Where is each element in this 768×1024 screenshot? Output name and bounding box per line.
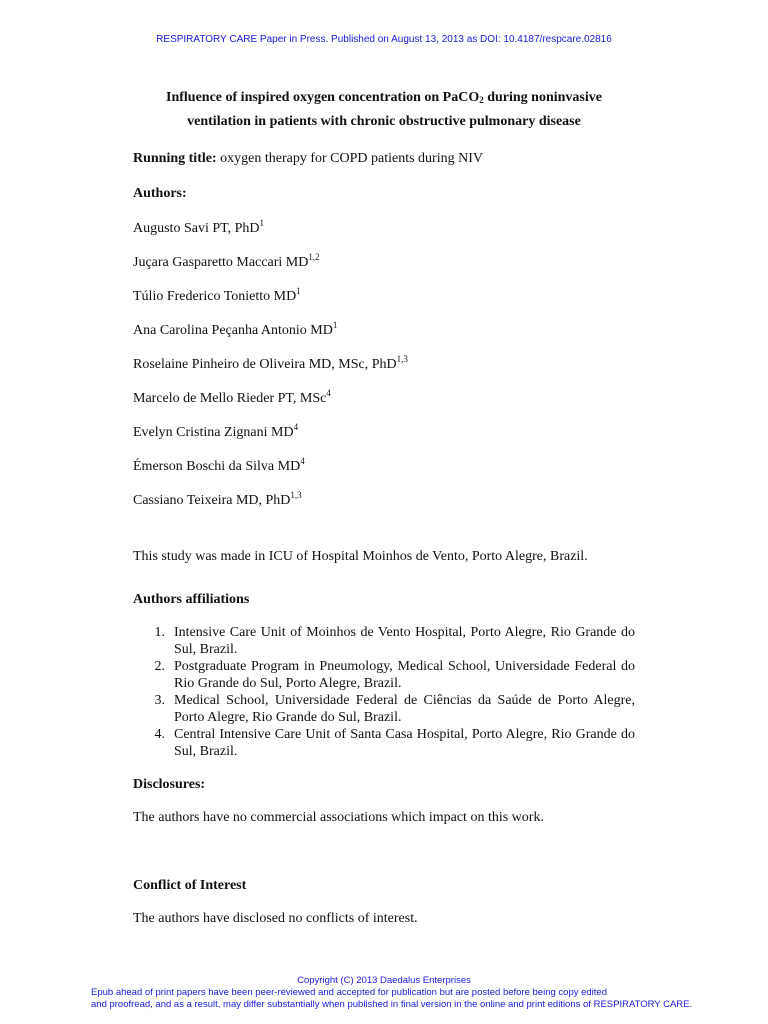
disclosures-text: The authors have no commercial associations which impact on this work. xyxy=(133,810,544,825)
publication-header-note: RESPIRATORY CARE Paper in Press. Published on August 13, 2013 as DOI: 10.4187/respcare.02816 xyxy=(156,34,612,45)
author-affiliation-mark: 1 xyxy=(259,218,265,228)
author-affiliation-mark: 1 xyxy=(296,286,301,296)
author-affiliation-mark: 4 xyxy=(300,456,305,466)
affiliations-heading: Authors affiliations xyxy=(133,592,250,607)
footer-notice-line: Epub ahead of print papers have been peer-reviewed and accepted for publication but are posted before being copy edited xyxy=(91,987,608,998)
paper-title xyxy=(120,86,648,134)
running-title xyxy=(133,151,635,167)
title-line-1 xyxy=(120,86,648,110)
study-location: This study was made in ICU of Hospital Moinhos de Vento, Porto Alegre, Brazil. xyxy=(133,549,588,564)
page-footer xyxy=(0,975,768,1011)
affiliation-item xyxy=(133,624,635,658)
title-text: during noninvasive xyxy=(483,90,602,105)
affiliation-item xyxy=(133,726,635,760)
affiliation-item xyxy=(133,692,635,726)
title-line-2: ventilation in patients with chronic obstructive pulmonary disease xyxy=(187,114,581,129)
affiliation-text: Medical School, Universidade Federal de Ciências da Saúde de Porto Alegre, Porto Alegre, Rio Grande do Sul, Brazil. xyxy=(174,693,635,725)
author-list xyxy=(133,219,635,525)
affiliation-text: Postgraduate Program in Pneumology, Medical School, Universidade Federal do Rio Grande do Sul, Porto Alegre, Brazil. xyxy=(174,659,635,691)
author-item xyxy=(133,219,635,253)
affiliation-text: Central Intensive Care Unit of Santa Casa Hospital, Porto Alegre, Rio Grande do Sul, Brazil. xyxy=(174,727,635,759)
running-title-text: oxygen therapy for COPD patients during NIV xyxy=(216,151,483,166)
footer-notice-line: and proofread, and as a result, may differ substantially when published in final version in the online and print editions of RESPIRATORY CARE. xyxy=(91,999,693,1010)
affiliation-number: 3. xyxy=(154,693,165,708)
author-name: Roselaine Pinheiro de Oliveira MD, MSc, PhD xyxy=(133,357,397,372)
author-name: Augusto Savi PT, PhD xyxy=(133,221,260,236)
affiliation-list xyxy=(133,624,635,760)
author-name: Émerson Boschi da Silva MD xyxy=(133,459,301,474)
author-name: Evelyn Cristina Zignani MD xyxy=(133,425,294,440)
author-item xyxy=(133,491,635,525)
affiliation-number: 2. xyxy=(154,659,165,674)
author-item xyxy=(133,423,635,457)
author-name: Cassiano Teixeira MD, PhD xyxy=(133,493,291,508)
author-item xyxy=(133,321,635,355)
author-affiliation-mark: 4 xyxy=(293,422,299,432)
disclosures-heading: Disclosures: xyxy=(133,777,206,792)
author-item xyxy=(133,457,635,491)
author-affiliation-mark: 1,2 xyxy=(308,252,320,262)
author-name: Juçara Gasparetto Maccari MD xyxy=(133,255,309,270)
conflict-text: The authors have disclosed no conflicts of interest. xyxy=(133,911,418,926)
author-item xyxy=(133,287,635,321)
author-item xyxy=(133,355,635,389)
author-affiliation-mark: 1,3 xyxy=(396,354,408,364)
title-subscript: 2 xyxy=(479,95,484,105)
affiliation-number: 4. xyxy=(154,727,165,742)
author-name: Ana Carolina Peçanha Antonio MD xyxy=(133,323,333,338)
author-affiliation-mark: 1,3 xyxy=(290,490,302,500)
affiliation-text: Intensive Care Unit of Moinhos de Vento Hospital, Porto Alegre, Rio Grande do Sul, Brazil. xyxy=(174,625,635,657)
affiliation-number: 1. xyxy=(154,625,165,640)
author-item xyxy=(133,389,635,423)
affiliation-item xyxy=(133,658,635,692)
author-item xyxy=(133,253,635,287)
title-text: Influence of inspired oxygen concentration on PaCO xyxy=(166,90,480,105)
authors-heading: Authors: xyxy=(133,186,187,201)
running-title-label: Running title: xyxy=(133,151,217,166)
conflict-heading: Conflict of Interest xyxy=(133,878,247,893)
author-affiliation-mark: 4 xyxy=(326,388,331,398)
author-name: Túlio Frederico Tonietto MD xyxy=(133,289,297,304)
author-affiliation-mark: 1 xyxy=(332,320,338,330)
footer-copyright: Copyright (C) 2013 Daedalus Enterprises xyxy=(297,975,471,986)
author-name: Marcelo de Mello Rieder PT, MSc xyxy=(133,391,327,406)
